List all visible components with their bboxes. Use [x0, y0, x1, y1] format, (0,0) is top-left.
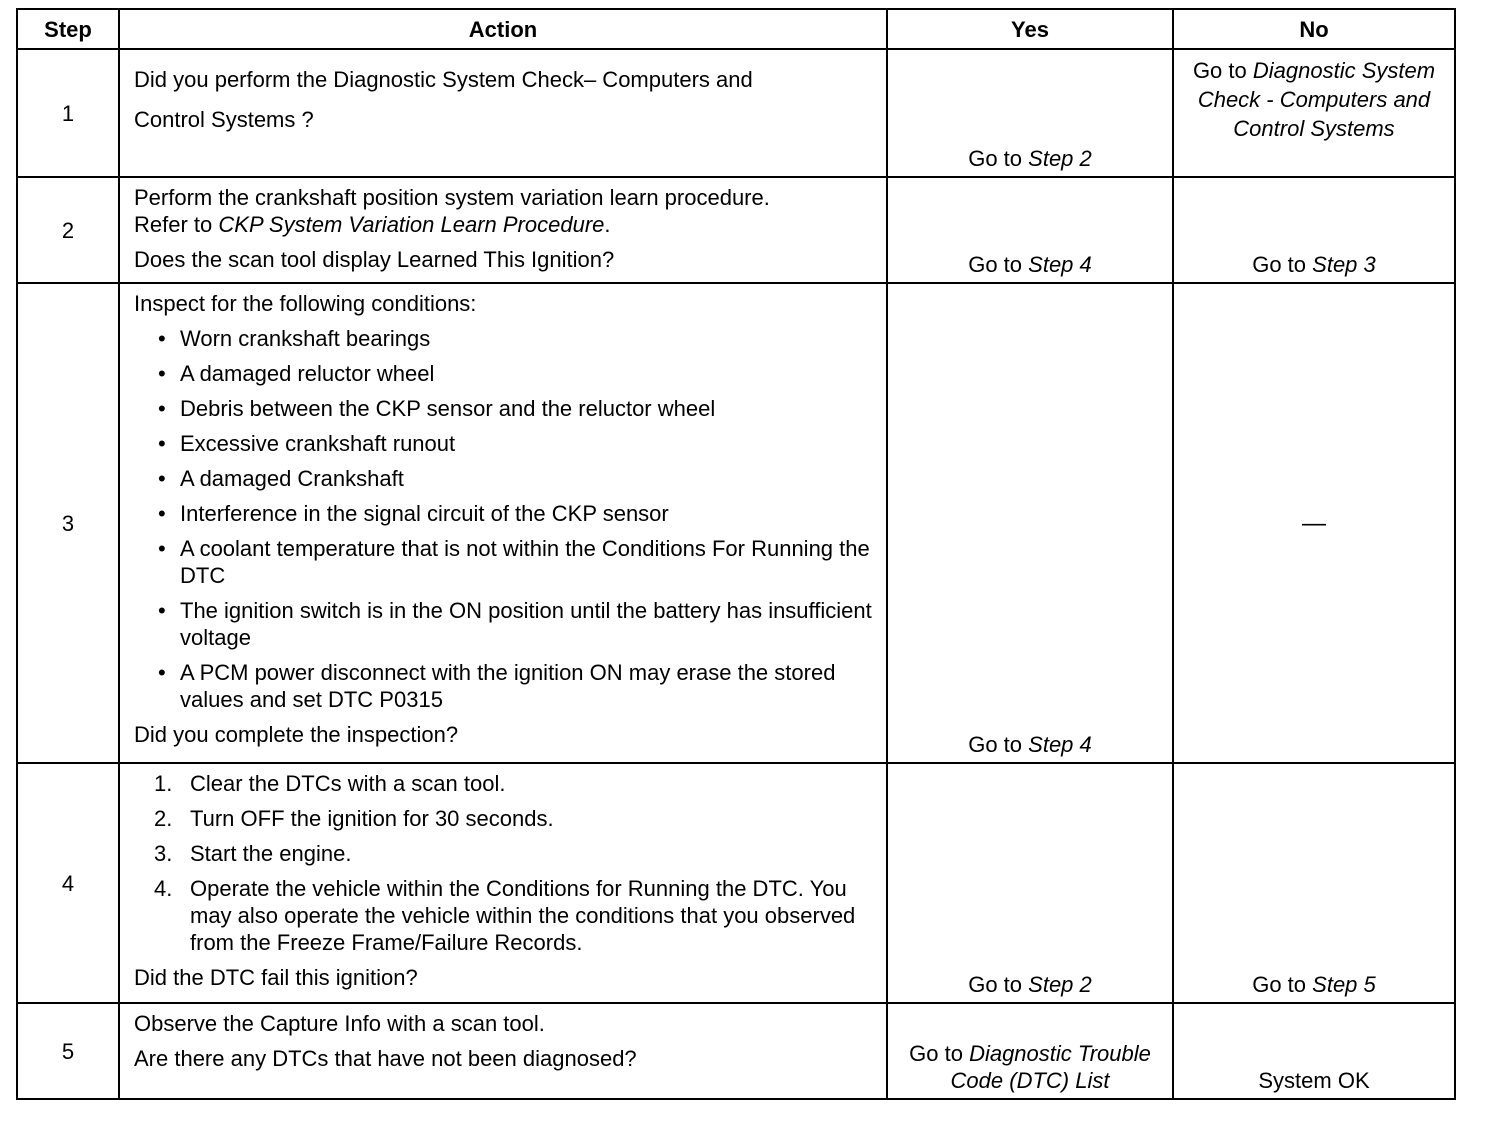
yes-prefix: Go to: [968, 972, 1023, 997]
item-text: Clear the DTCs with a scan tool.: [190, 771, 506, 796]
header-no: No: [1173, 9, 1455, 49]
action-text: Observe the Capture Info with a scan tool.: [134, 1011, 545, 1036]
yes-link[interactable]: Step 4: [1028, 732, 1092, 757]
action-cell: [119, 283, 887, 763]
list-item: [154, 875, 872, 956]
condition-list: [134, 325, 872, 713]
yes-cell: [887, 49, 1173, 177]
list-item: • The ignition switch is in the ON position until the battery has insufficient voltage: [180, 597, 872, 651]
yes-cell: [887, 763, 1173, 1003]
table-row: [17, 1003, 1455, 1099]
table-row: [17, 283, 1455, 763]
no-prefix: Go to: [1252, 972, 1307, 997]
yes-cell: [887, 177, 1173, 283]
header-action: Action: [119, 9, 887, 49]
yes-prefix: Go to: [909, 1041, 963, 1066]
action-intro: Inspect for the following conditions:: [134, 291, 477, 316]
item-text: Start the engine.: [190, 841, 352, 866]
list-item: [154, 805, 872, 832]
yes-cell: [887, 283, 1173, 763]
list-item: • A PCM power disconnect with the ignition ON may erase the stored values and set DTC P0315: [180, 659, 872, 713]
action-text: Did you perform the Diagnostic System Check– Computers and: [134, 67, 753, 92]
procedure-list: [134, 770, 872, 956]
yes-prefix: Go to: [968, 146, 1023, 171]
no-prefix: Go to: [1252, 252, 1307, 277]
no-cell: [1173, 177, 1455, 283]
action-reference: [134, 211, 872, 238]
list-item: [154, 770, 872, 797]
action-question: Does the scan tool display Learned This Ignition?: [134, 247, 615, 272]
yes-cell: [887, 1003, 1173, 1099]
yes-prefix: Go to: [968, 732, 1023, 757]
action-cell: [119, 49, 887, 177]
list-item: • Worn crankshaft bearings: [180, 325, 872, 352]
no-dash: —: [1302, 509, 1326, 537]
no-cell: [1173, 49, 1455, 177]
list-item: [154, 840, 872, 867]
no-prefix: Go to: [1192, 58, 1247, 83]
table-row: [17, 49, 1455, 177]
action-cell: [119, 763, 887, 1003]
step-number: 4: [17, 763, 119, 1003]
no-link[interactable]: Step 5: [1312, 972, 1376, 997]
item-text: Turn OFF the ignition for 30 seconds.: [190, 806, 554, 831]
action-text: Control Systems ?: [134, 107, 314, 132]
action-question: Did the DTC fail this ignition?: [134, 965, 418, 990]
no-link[interactable]: Diagnostic System Check - Computers and Control Systems: [1197, 58, 1436, 141]
action-question: Are there any DTCs that have not been diagnosed?: [134, 1046, 637, 1071]
table-row: [17, 763, 1455, 1003]
action-text: Perform the crankshaft position system variation learn procedure.: [134, 185, 770, 210]
item-number: 3.: [154, 841, 173, 866]
no-cell: [1173, 1003, 1455, 1099]
refer-link[interactable]: CKP System Variation Learn Procedure: [218, 212, 605, 237]
list-item: • A damaged reluctor wheel: [180, 360, 872, 387]
diagnostic-table: [16, 8, 1456, 1100]
step-number: 3: [17, 283, 119, 763]
yes-link[interactable]: Step 2: [1028, 972, 1092, 997]
action-cell: [119, 1003, 887, 1099]
step-number: 1: [17, 49, 119, 177]
list-item: • Debris between the CKP sensor and the reluctor wheel: [180, 395, 872, 422]
no-cell: [1173, 283, 1455, 763]
item-number: 4.: [154, 876, 173, 901]
list-item: • A coolant temperature that is not within the Conditions For Running the DTC: [180, 535, 872, 589]
list-item: • Interference in the signal circuit of the CKP sensor: [180, 500, 872, 527]
action-question: Did you complete the inspection?: [134, 722, 459, 747]
yes-prefix: Go to: [968, 252, 1023, 277]
no-cell: [1173, 763, 1455, 1003]
item-text: Operate the vehicle within the Conditions for Running the DTC. You may also operate the vehicle within the conditions that you observed from the Freeze Frame/Failure Records.: [190, 876, 856, 955]
table-row: [17, 177, 1455, 283]
item-number: 1.: [154, 771, 173, 796]
list-item: • A damaged Crankshaft: [180, 465, 872, 492]
step-number: 5: [17, 1003, 119, 1099]
item-number: 2.: [154, 806, 173, 831]
yes-link[interactable]: Step 4: [1028, 252, 1092, 277]
yes-link[interactable]: Diagnostic Trouble Code (DTC) List: [950, 1041, 1151, 1093]
list-item: • Excessive crankshaft runout: [180, 430, 872, 457]
no-link[interactable]: Step 3: [1312, 252, 1376, 277]
header-row: [17, 9, 1455, 49]
refer-prefix: Refer to: [134, 212, 213, 237]
action-cell: [119, 177, 887, 283]
step-number: 2: [17, 177, 119, 283]
header-step: Step: [17, 9, 119, 49]
refer-suffix: .: [604, 212, 611, 237]
yes-link[interactable]: Step 2: [1028, 146, 1092, 171]
no-system-ok: System OK: [1258, 1068, 1370, 1093]
header-yes: Yes: [887, 9, 1173, 49]
